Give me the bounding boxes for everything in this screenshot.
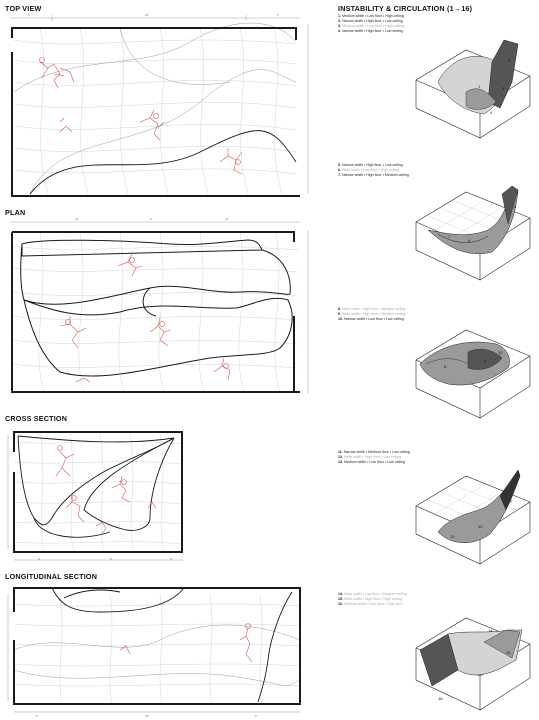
top-dim-left: 5': [28, 13, 31, 17]
isometric-model-5: [408, 590, 536, 716]
legend-row: 14. Wide width • Low floor • Medium ceiling: [338, 592, 407, 596]
iso-label: 3: [502, 86, 505, 91]
cross-section-drawing: [0, 422, 200, 572]
legend-group-1: [338, 14, 404, 34]
iso-label: 4: [490, 110, 493, 115]
legend-row: 7. Narrow width • High floor • Medium ceiling: [338, 173, 409, 178]
iso-label: 13: [450, 534, 455, 539]
legend-row: 6. Wide width • Low floor • High ceiling: [338, 168, 400, 173]
long-dim-right: 5': [255, 714, 258, 718]
isometric-model-3: [408, 302, 536, 422]
top-dim-right: 5': [277, 13, 280, 17]
long-dim-left: 5': [36, 714, 39, 718]
cross-dim-right: 3': [170, 557, 173, 561]
cross-dim-middle: 6': [110, 557, 113, 561]
legend-group-5: [338, 592, 407, 607]
iso-label: 9: [484, 358, 487, 363]
legend-row: 5. Narrow width • High floor • Low ceiling: [338, 163, 403, 167]
legend-row: 10. Narrow width • Low floor • Low ceiling: [338, 317, 404, 322]
legend-row: 12. Wide width • High floor • Low ceiling: [338, 455, 402, 460]
iso-label: 7: [448, 234, 451, 239]
iso-label: 8: [444, 364, 447, 369]
iso-label: 14: [488, 628, 493, 633]
legend-row: 15. Wide width • High floor • High ceiling: [338, 597, 403, 602]
plan-dim-right: 12': [225, 217, 229, 221]
legend-row: 3. Medium width • Low floor • High ceiling: [338, 24, 404, 29]
plan-dim-middle: 9': [150, 217, 153, 221]
legend-row: 13. Medium width • Low floor • Low ceiling: [338, 460, 406, 465]
legend-row: 11. Narrow width • Medium floor • Low ceiling: [338, 450, 410, 454]
legend-row: 4. Narrow width • High floor • Low ceiling: [338, 29, 403, 34]
isometric-model-1: [408, 22, 536, 142]
iso-label: 6: [468, 238, 471, 243]
iso-label: 16: [438, 696, 443, 701]
top-view-drawing: [0, 12, 320, 202]
iso-label: 10: [498, 350, 503, 355]
iso-label: 15: [506, 650, 511, 655]
iso-label: 2: [508, 58, 511, 63]
plan-title: PLAN: [5, 208, 26, 217]
iso-label: 5: [514, 204, 517, 209]
legend-row: 1. Medium width • Low floor • High ceiling: [338, 14, 404, 18]
legend-row: 9. Wide width • High floor • Medium ceiling: [338, 312, 406, 317]
isometric-model-4: [408, 448, 536, 568]
legend-group-4: [338, 450, 410, 465]
iso-label: 1: [478, 84, 481, 89]
plan-dim-left: 12': [75, 217, 79, 221]
cross-dim-left: 4': [38, 557, 41, 561]
isometric-model-2: [408, 164, 536, 284]
long-dim-middle: 20': [145, 714, 149, 718]
legend-row: 8. Wide width • High floor • Medium ceiling: [338, 307, 406, 311]
legend-group-2: [338, 163, 409, 178]
legend-group-3: [338, 307, 405, 322]
instability-title: INSTABILITY & CIRCULATION (1→16): [338, 4, 473, 13]
cross-section-title: CROSS SECTION: [5, 414, 68, 423]
longitudinal-section-drawing: [0, 580, 320, 720]
top-view-title: TOP VIEW: [5, 4, 42, 13]
legend-row: 2. Narrow width • High floor • Low ceiling: [338, 19, 403, 24]
longitudinal-section-title: LONGITUDINAL SECTION: [5, 572, 98, 581]
iso-label: 12: [478, 524, 483, 529]
top-dim-middle: 20': [145, 13, 149, 17]
iso-label: 11: [508, 498, 513, 503]
plan-drawing: [0, 216, 320, 406]
legend-row: 16. Medium width • Low floor • High floor: [338, 602, 403, 607]
